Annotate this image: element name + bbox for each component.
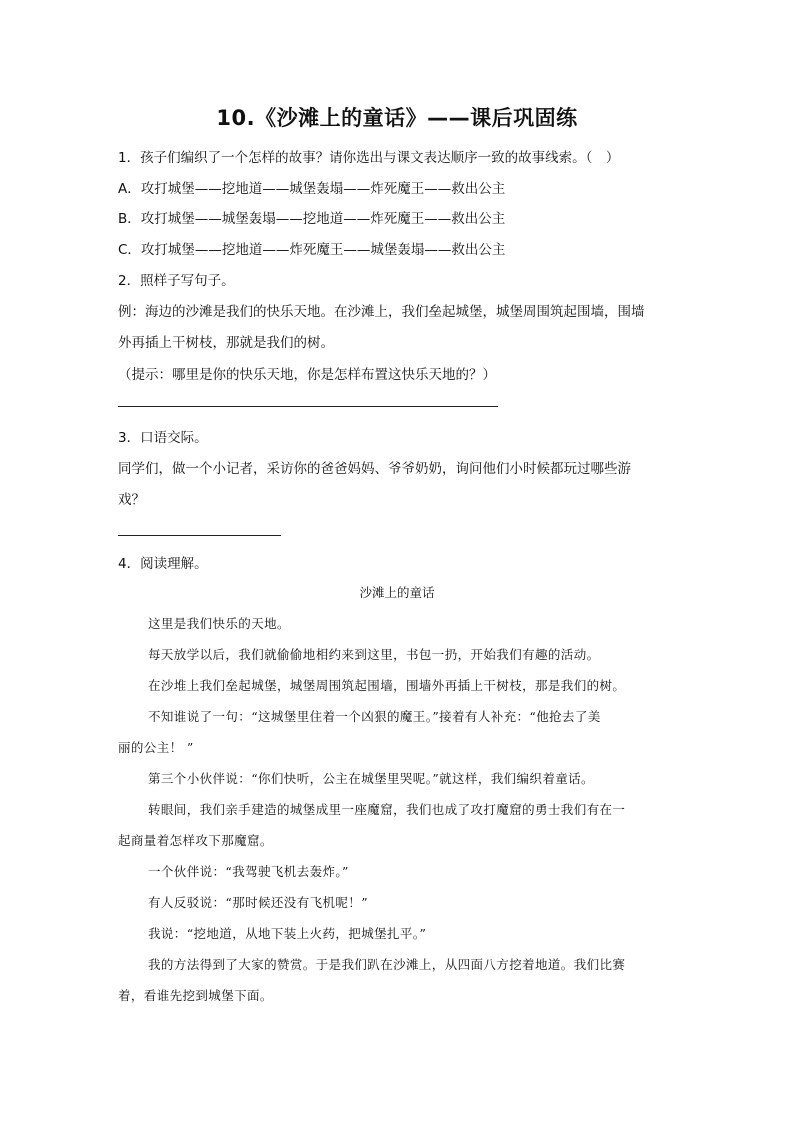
question-2-example-line-2: 外再插上干树枝，那就是我们的树。 [118, 335, 334, 351]
story-paragraph: 第三个小伙伴说：“你们快听，公主在城堡里哭呢。”就这样，我们编织着童话。 [148, 771, 594, 786]
story-paragraph: 有人反驳说：“那时候还没有飞机呢！” [148, 895, 368, 910]
question-2-hint: （提示：哪里是你的快乐天地，你是怎样布置这快乐天地的？） [118, 367, 496, 383]
question-3-text-line-2: 戏？ [118, 492, 145, 508]
story-paragraph: 在沙堆上我们垒起城堡，城堡周围筑起围墙，围墙外再插上干树枝，那是我们的树。 [148, 678, 626, 693]
question-4-stem: 4．阅读理解。 [118, 556, 208, 572]
question-2-answer-line[interactable] [118, 406, 498, 407]
story-paragraph: 我说：“挖地道，从地下装上火药，把城堡扎平。” [148, 926, 427, 941]
question-3-answer-line[interactable] [118, 535, 281, 536]
story-paragraph: 这里是我们快乐的天地。 [148, 616, 290, 631]
story-paragraph: 转眼间，我们亲手建造的城堡成里一座魔窟，我们也成了攻打魔窟的勇士我们有在一 [148, 802, 626, 817]
page-title: 10.《沙滩上的童话》——课后巩固练 [216, 106, 578, 130]
question-2-stem: 2．照样子写句子。 [118, 273, 235, 289]
question-1-stem: 1．孩子们编织了一个怎样的故事？请你选出与课文表达顺序一致的故事线索。（ ） [118, 150, 620, 166]
story-paragraph-continuation: 起商量着怎样攻下那魔窟。 [118, 833, 273, 848]
question-1-option-c: C．攻打城堡——挖地道——炸死魔王——城堡轰塌——救出公主 [118, 242, 506, 258]
question-3-text-line-1: 同学们，做一个小记者，采访你的爸爸妈妈、爷爷奶奶，询问他们小时候都玩过哪些游 [118, 461, 631, 477]
story-paragraph: 我的方法得到了大家的赞赏。于是我们趴在沙滩上，从四面八方挖着地道。我们比赛 [148, 957, 626, 972]
question-3-stem: 3．口语交际。 [118, 430, 208, 446]
story-paragraph: 每天放学以后，我们就偷偷地相约来到这里，书包一扔，开始我们有趣的活动。 [148, 647, 600, 662]
question-2-example-line-1: 例：海边的沙滩是我们的快乐天地。在沙滩上，我们垒起城堡，城堡周围筑起围墙，围墙 [118, 304, 645, 320]
question-1-option-b: B．攻打城堡——城堡轰塌——挖地道——炸死魔王——救出公主 [118, 211, 506, 227]
story-title: 沙滩上的童话 [359, 585, 435, 600]
story-paragraph-continuation: 着，看谁先挖到城堡下面。 [118, 988, 273, 1003]
story-paragraph: 一个伙伴说：“我驾驶飞机去轰炸。” [148, 864, 349, 879]
question-1-option-a: A．攻打城堡——挖地道——城堡轰塌——炸死魔王——救出公主 [118, 181, 506, 197]
story-paragraph: 不知谁说了一句：“这城堡里住着一个凶狠的魔王。”接着有人补充：“他抢去了美 [148, 709, 601, 724]
story-paragraph-continuation: 丽的公主！ ” [118, 740, 194, 755]
